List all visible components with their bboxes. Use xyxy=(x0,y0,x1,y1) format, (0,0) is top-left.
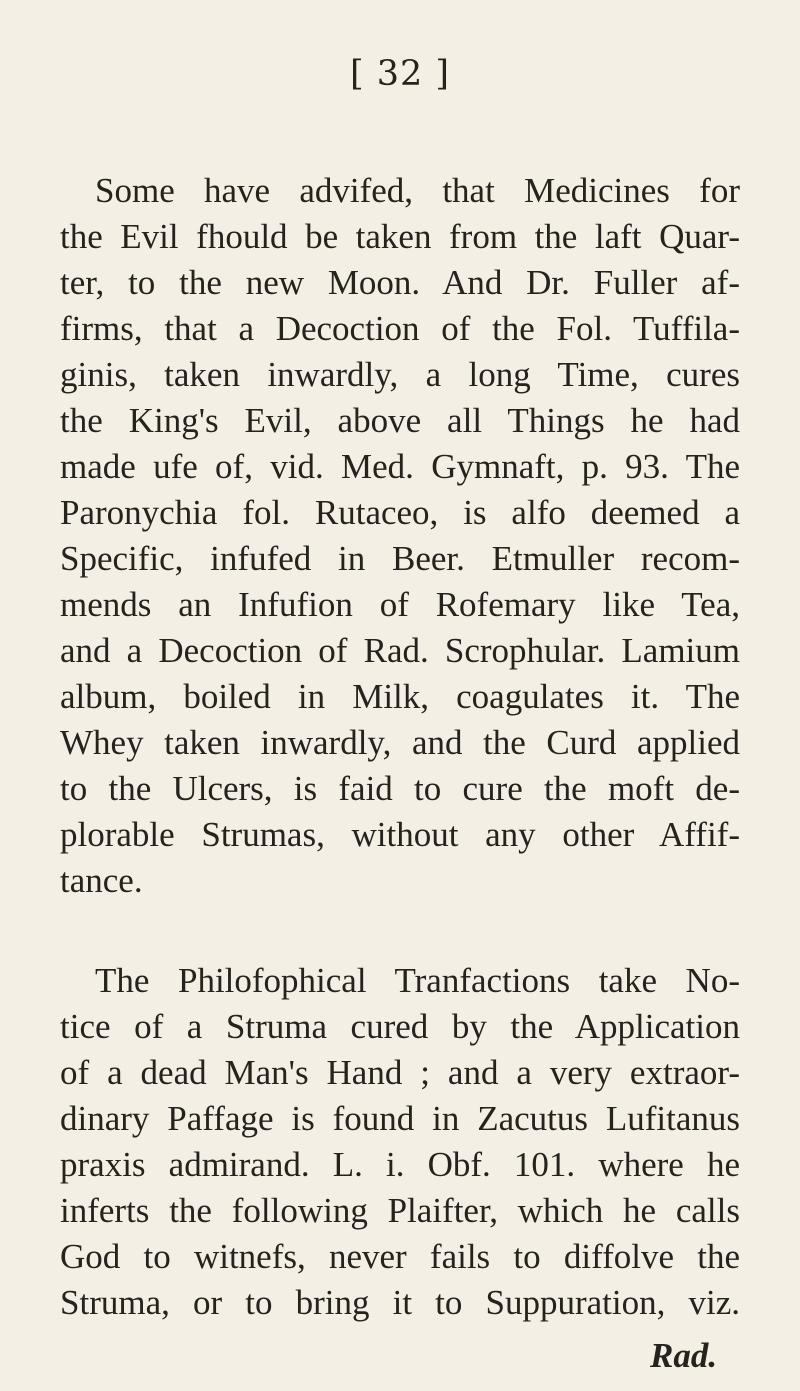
text-line: Paronychia fol. Rutaceo, is alfo deemed a xyxy=(60,493,740,532)
text-line: Struma, or to bring it to Suppuration, viz. xyxy=(60,1283,740,1322)
text-line: ginis, taken inwardly, a long Time, cures xyxy=(60,355,740,394)
text-line: the King's Evil, above all Things he had xyxy=(60,401,740,440)
text-line: Some have advifed, that Medicines for xyxy=(95,171,740,210)
text-line: mends an Infufion of Rofemary like Tea, xyxy=(60,585,740,624)
text-line: and a Decoction of Rad. Scrophular. Lamium xyxy=(60,631,740,670)
page-number: [ 32 ] xyxy=(349,54,451,94)
catchword: Rad. xyxy=(650,1336,718,1375)
text-line: plorable Strumas, without any other Affif- xyxy=(60,815,740,854)
text-line: tance. xyxy=(60,861,143,900)
text-line: Specific, infufed in Beer. Etmuller recom- xyxy=(60,539,740,578)
text-line: made ufe of, vid. Med. Gymnaft, p. 93. The xyxy=(60,447,740,486)
text-line: the Evil fhould be taken from the laft Quar- xyxy=(60,217,740,256)
text-line: firms, that a Decoction of the Fol. Tuffila- xyxy=(60,309,740,348)
text-line: of a dead Man's Hand ; and a very extraor- xyxy=(60,1053,740,1092)
text-line: The Philofophical Tranfactions take No- xyxy=(95,961,740,1000)
text-line: inferts the following Plaifter, which he calls xyxy=(60,1191,740,1230)
text-line: Whey taken inwardly, and the Curd applied xyxy=(60,723,740,762)
text-line: dinary Paffage is found in Zacutus Lufitanus xyxy=(60,1099,740,1138)
text-line: God to witnefs, never fails to diffolve the xyxy=(60,1237,740,1276)
text-line: album, boiled in Milk, coagulates it. The xyxy=(60,677,740,716)
text-line: to the Ulcers, is faid to cure the moft de- xyxy=(60,769,740,808)
text-line: praxis admirand. L. i. Obf. 101. where he xyxy=(60,1145,740,1184)
text-line: ter, to the new Moon. And Dr. Fuller af- xyxy=(60,263,740,302)
text-line: tice of a Struma cured by the Application xyxy=(60,1007,740,1046)
